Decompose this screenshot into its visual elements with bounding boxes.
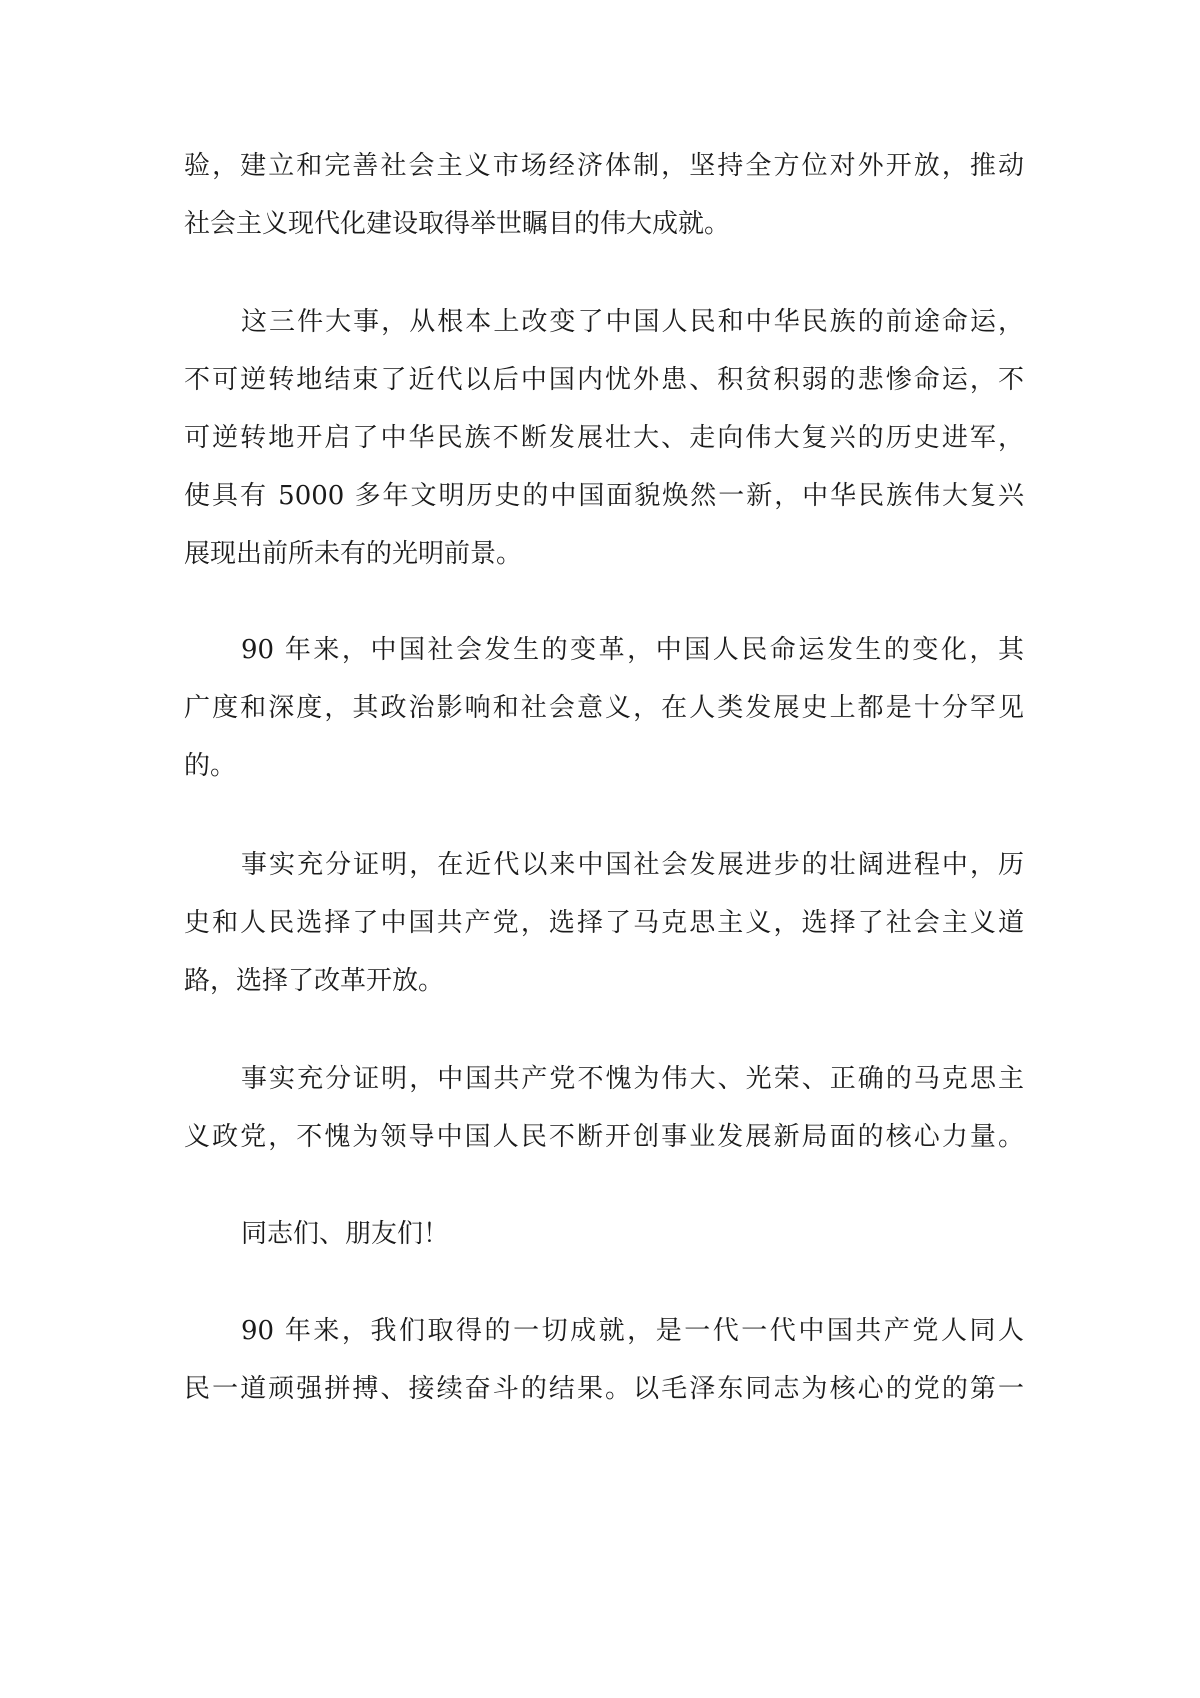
text-line: 90 年来，我们取得的一切成就，是一代一代中国共产党人同人 (241, 1316, 1024, 1346)
text-line: 验，建立和完善社会主义市场经济体制，坚持全方位对外开放，推动 (184, 151, 1024, 181)
text-line: 不可逆转地结束了近代以后中国内忧外患、积贫积弱的悲惨命运，不 (184, 365, 1024, 395)
text-line: 民一道顽强拼搏、接续奋斗的结果。以毛泽东同志为核心的党的第一 (184, 1374, 1024, 1404)
text-line: 路，选择了改革开放。 (184, 966, 445, 996)
text-line: 史和人民选择了中国共产党，选择了马克思主义，选择了社会主义道 (184, 908, 1024, 938)
text-line: 事实充分证明，中国共产党不愧为伟大、光荣、正确的马克思主 (241, 1064, 1024, 1094)
text-line: 使具有 5000 多年文明历史的中国面貌焕然一新，中华民族伟大复兴 (184, 481, 1024, 511)
text-line: 同志们、朋友们！ (241, 1219, 450, 1249)
text-line: 这三件大事，从根本上改变了中国人民和中华民族的前途命运， (241, 307, 1024, 337)
text-line: 可逆转地开启了中华民族不断发展壮大、走向伟大复兴的历史进军， (184, 423, 1024, 453)
text-line: 广度和深度，其政治影响和社会意义，在人类发展史上都是十分罕见 (184, 693, 1024, 723)
text-line: 90 年来，中国社会发生的变革，中国人民命运发生的变化，其 (241, 635, 1024, 665)
text-line: 展现出前所未有的光明前景。 (184, 539, 523, 569)
text-line: 的。 (184, 751, 237, 781)
text-line: 事实充分证明，在近代以来中国社会发展进步的壮阔进程中，历 (241, 850, 1024, 880)
text-line: 义政党，不愧为领导中国人民不断开创事业发展新局面的核心力量。 (184, 1122, 1024, 1152)
text-line: 社会主义现代化建设取得举世瞩目的伟大成就。 (184, 209, 731, 239)
